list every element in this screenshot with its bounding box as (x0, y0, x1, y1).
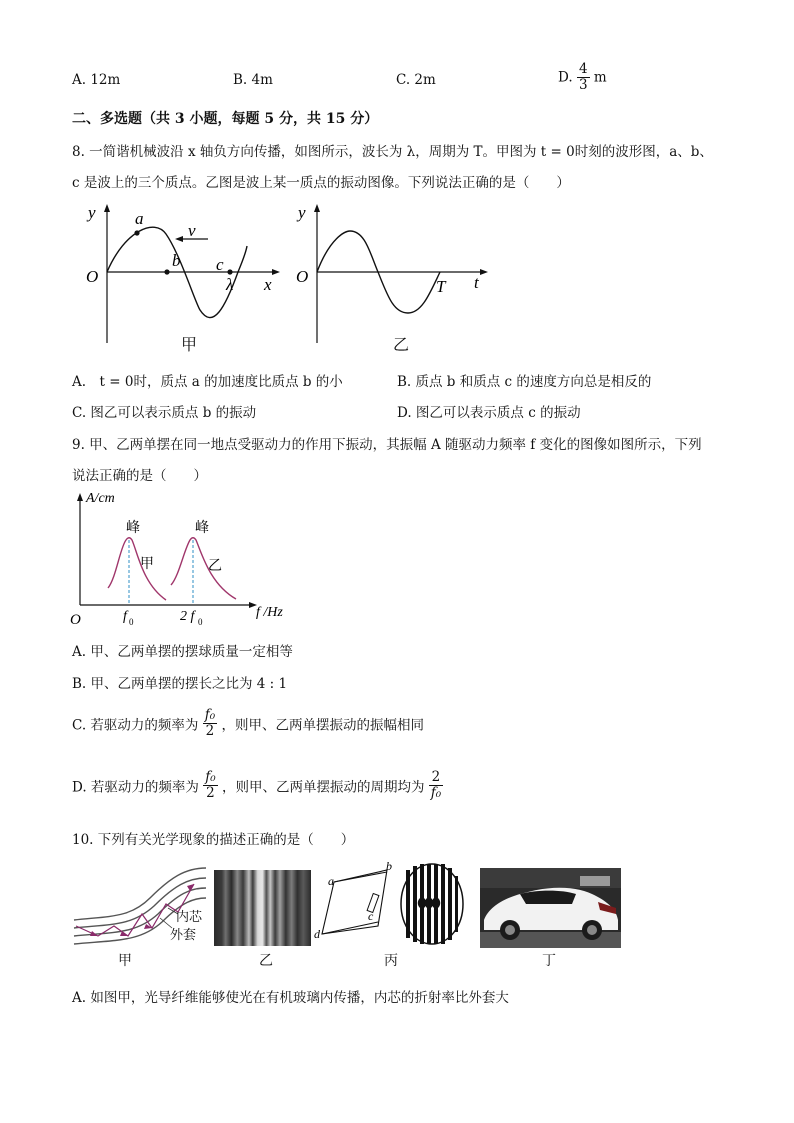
fraction-numerator: 2 (429, 770, 443, 786)
fig-10-ding-caption: 丁 (542, 953, 556, 969)
fraction-numerator: 4 (578, 61, 588, 77)
q9-option-b: B. 甲、乙两单摆的摆长之比为 4 : 1 (72, 676, 288, 692)
fraction-denominator: 2 (206, 784, 215, 801)
q8-option-c: C. 图乙可以表示质点 b 的振动 (72, 405, 257, 421)
q9-option-c (72, 708, 424, 739)
q7-option-c: C. 2m (396, 72, 436, 88)
q8-stem-line2: c 是波上的三个质点。乙图是波上某一质点的振动图像。下列说法正确的是（ ） (72, 175, 570, 191)
wedge-label-d: d (314, 927, 320, 941)
q8-stem-line1: 8. 一简谐机械波沿 x 轴负方向传播，如图所示，波长为 λ，周期为 T。甲图为 t = 0时刻的波形图，a、b、 (72, 144, 713, 160)
fig-yi-period-label: T (436, 277, 446, 296)
fig-jia-caption: 甲 (181, 335, 198, 354)
fig-jia-y-label: y (88, 203, 96, 222)
fig-10-jia-caption: 甲 (118, 953, 132, 969)
curve-label-yi: 乙 (208, 559, 222, 574)
fig-jia-origin: O (86, 267, 99, 286)
curve-label-jia: 甲 (140, 557, 154, 572)
q7-option-d-fraction (577, 62, 590, 93)
q9-option-d (72, 770, 443, 801)
q10-stem: 10. 下列有关光学现象的描述正确的是（ ） (72, 832, 355, 848)
q9-option-d-fraction-2 (429, 770, 443, 801)
fig-yi-origin: O (296, 267, 309, 286)
interference-fringes-image (214, 870, 311, 946)
q9-option-c-tail: ，则甲、乙两单摆振动的振幅相同 (221, 717, 424, 734)
q7-option-b: B. 4m (233, 72, 273, 88)
wedge-label-b: b (386, 860, 392, 873)
point-a-label: a (135, 209, 144, 228)
fig-jia-x-label: x (264, 275, 272, 294)
fig-yi-t-label: t (474, 273, 479, 292)
q9-option-d-mid: ，则甲、乙两单摆振动的周期均为 (221, 779, 425, 796)
tick-2f0: 2 f (180, 609, 195, 624)
tick-f0-sub: 0 (129, 617, 134, 627)
q8-option-d: D. 图乙可以表示质点 c 的振动 (397, 405, 581, 421)
point-b-label: b (172, 251, 181, 270)
fiber-inner-label: 内芯 (176, 910, 203, 925)
q9-origin: O (70, 612, 81, 628)
q10-option-a: A. 如图甲，光导纤维能够使光在有机玻璃内传播，内芯的折射率比外套大 (72, 990, 509, 1006)
peak-label-1: 峰 (126, 521, 140, 536)
fig-yi-caption: 乙 (393, 335, 410, 354)
car-photo (480, 868, 621, 948)
peak-label-2: 峰 (195, 521, 209, 536)
q9-option-c-fraction (203, 708, 217, 739)
q9-option-d-fraction (203, 770, 217, 801)
fig-10-yi-caption: 乙 (259, 953, 273, 969)
velocity-label: v (188, 221, 196, 240)
wavelength-label: λ (226, 275, 234, 294)
q9-y-axis-label: A/cm (86, 491, 115, 506)
fig-yi-y-label: y (298, 203, 306, 222)
q7-option-d-prefix: D. (558, 69, 573, 86)
q7-option-d-unit: m (593, 69, 607, 86)
fraction-denominator: 2 (205, 722, 215, 739)
fraction-numerator: f₀ (204, 707, 216, 723)
tick-f0: f (123, 609, 127, 624)
q9-stem-line1: 9. 甲、乙两单摆在同一地点受驱动力的作用下振动，其振幅 A 随驱动力频率 f 变化的图像如图所示，下列 (72, 437, 702, 453)
fiber-outer-label: 外套 (170, 928, 197, 943)
q9-option-d-text: D. 若驱动力的频率为 (72, 779, 199, 796)
wedge-label-a: a (328, 874, 334, 888)
fig-10-bing-caption: 丙 (384, 953, 398, 969)
q9-resonance-figure (68, 488, 298, 628)
q9-option-a: A. 甲、乙两单摆的摆球质量一定相等 (72, 644, 293, 660)
wedge-label-c: c (368, 909, 374, 923)
fraction-denominator: 3 (578, 76, 588, 93)
fraction-denominator: f₀ (430, 784, 442, 801)
q9-stem-line2: 说法正确的是（ ） (72, 468, 207, 484)
q7-option-a: A. 12m (72, 72, 121, 88)
tick-2f0-sub: 0 (198, 617, 203, 627)
point-c-label: c (216, 255, 224, 274)
q9-x-axis-label: f /Hz (256, 605, 283, 620)
q7-option-d (558, 62, 607, 93)
section-title: 二、多选题（共 3 小题，每题 5 分，共 15 分） (72, 111, 379, 127)
q8-option-a: A. t = 0时，质点 a 的加速度比质点 b 的小 (72, 374, 343, 390)
fraction-numerator: f₀ (205, 769, 216, 785)
q9-option-c-text: C. 若驱动力的频率为 (72, 717, 199, 734)
q8-option-b: B. 质点 b 和质点 c 的速度方向总是相反的 (397, 374, 652, 390)
wedge-interference-figure (312, 860, 472, 950)
